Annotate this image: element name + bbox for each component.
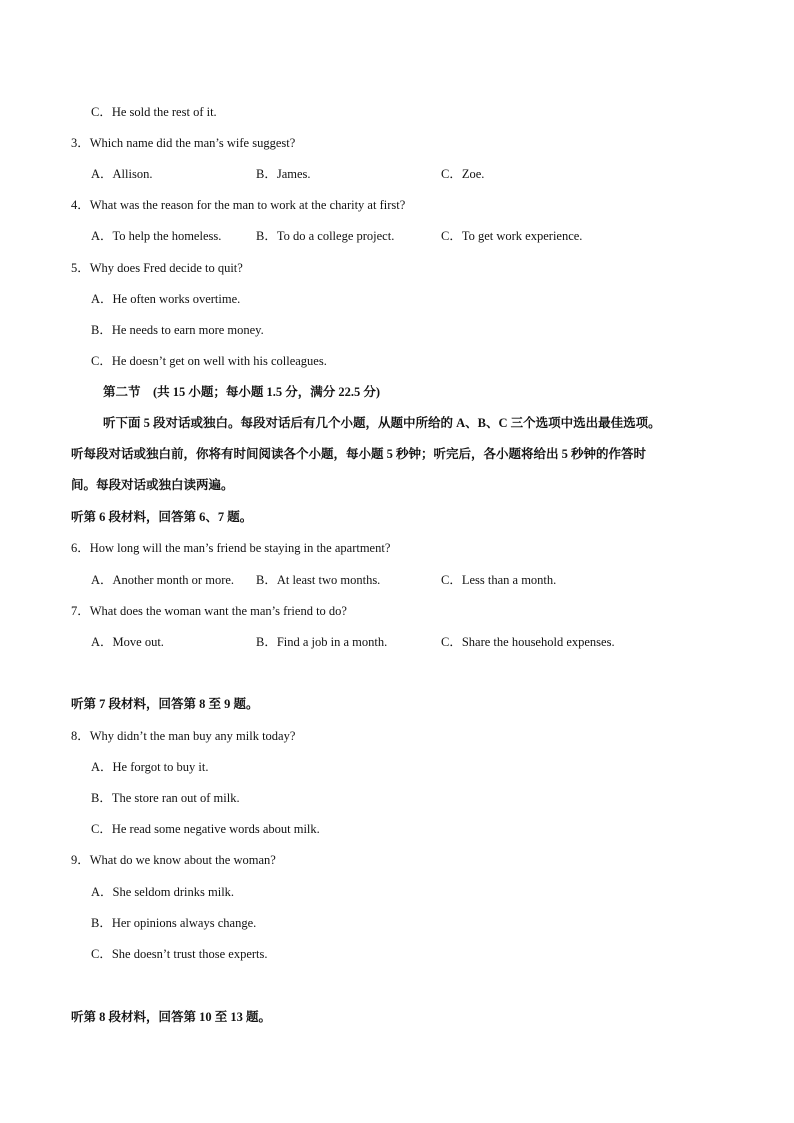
- q4-stem: 4．What was the reason for the man to work at the charity at first?: [71, 198, 406, 212]
- q3-stem: 3．Which name did the man’s wife suggest?: [71, 136, 296, 150]
- q5-option-b: B．He needs to earn more money.: [91, 323, 264, 337]
- q6-stem: 6．How long will the man’s friend be staying in the apartment?: [71, 541, 391, 555]
- q6-option-b: B．At least two months.: [256, 573, 381, 587]
- q3-option-c: C．Zoe.: [441, 167, 485, 181]
- q5-option-c: C．He doesn’t get on well with his colleagues.: [91, 354, 327, 368]
- q6-option-c: C．Less than a month.: [441, 573, 557, 587]
- q8-option-c: C．He read some negative words about milk.: [91, 822, 320, 836]
- material-7-label: 听第 7 段材料，回答第 8 至 9 题。: [71, 697, 259, 711]
- section-2-instructions-line-1: 听下面 5 段对话或独白。每段对话后有几个小题，从题中所给的 A、B、C 三个选项中选出最佳选项。: [103, 416, 661, 430]
- q5-stem: 5．Why does Fred decide to quit?: [71, 261, 243, 275]
- q3-option-b: B．James.: [256, 167, 311, 181]
- q7-option-c: C．Share the household expenses.: [441, 635, 615, 649]
- material-6-label: 听第 6 段材料，回答第 6、7 题。: [71, 510, 253, 524]
- q4-option-c: C．To get work experience.: [441, 229, 583, 243]
- q9-option-c: C．She doesn’t trust those experts.: [91, 947, 268, 961]
- q7-option-b: B．Find a job in a month.: [256, 635, 388, 649]
- q6-option-a: A．Another month or more.: [91, 573, 235, 587]
- q2-option-c: C．He sold the rest of it.: [91, 105, 217, 119]
- q7-stem: 7．What does the woman want the man’s friend to do?: [71, 604, 347, 618]
- q4-option-a: A．To help the homeless.: [91, 229, 222, 243]
- q5-option-a: A．He often works overtime.: [91, 292, 241, 306]
- q3-option-a: A．Allison.: [91, 167, 153, 181]
- q9-option-b: B．Her opinions always change.: [91, 916, 257, 930]
- section-2-header: 第二节 (共 15 小题；每小题 1.5 分，满分 22.5 分): [103, 385, 381, 399]
- section-2-instructions-line-3: 间。每段对话或独白读两遍。: [71, 478, 234, 492]
- q8-option-b: B．The store ran out of milk.: [91, 791, 240, 805]
- q4-option-b: B．To do a college project.: [256, 229, 395, 243]
- q7-option-a: A．Move out.: [91, 635, 164, 649]
- q9-stem: 9．What do we know about the woman?: [71, 853, 276, 867]
- q8-stem: 8．Why didn’t the man buy any milk today?: [71, 729, 296, 743]
- section-2-instructions-line-2: 听每段对话或独白前，你将有时间阅读各个小题，每小题 5 秒钟；听完后，各小题将给出 5 秒钟的作答时: [71, 447, 647, 461]
- material-8-label: 听第 8 段材料，回答第 10 至 13 题。: [71, 1010, 272, 1024]
- q8-option-a: A．He forgot to buy it.: [91, 760, 209, 774]
- q9-option-a: A．She seldom drinks milk.: [91, 885, 235, 899]
